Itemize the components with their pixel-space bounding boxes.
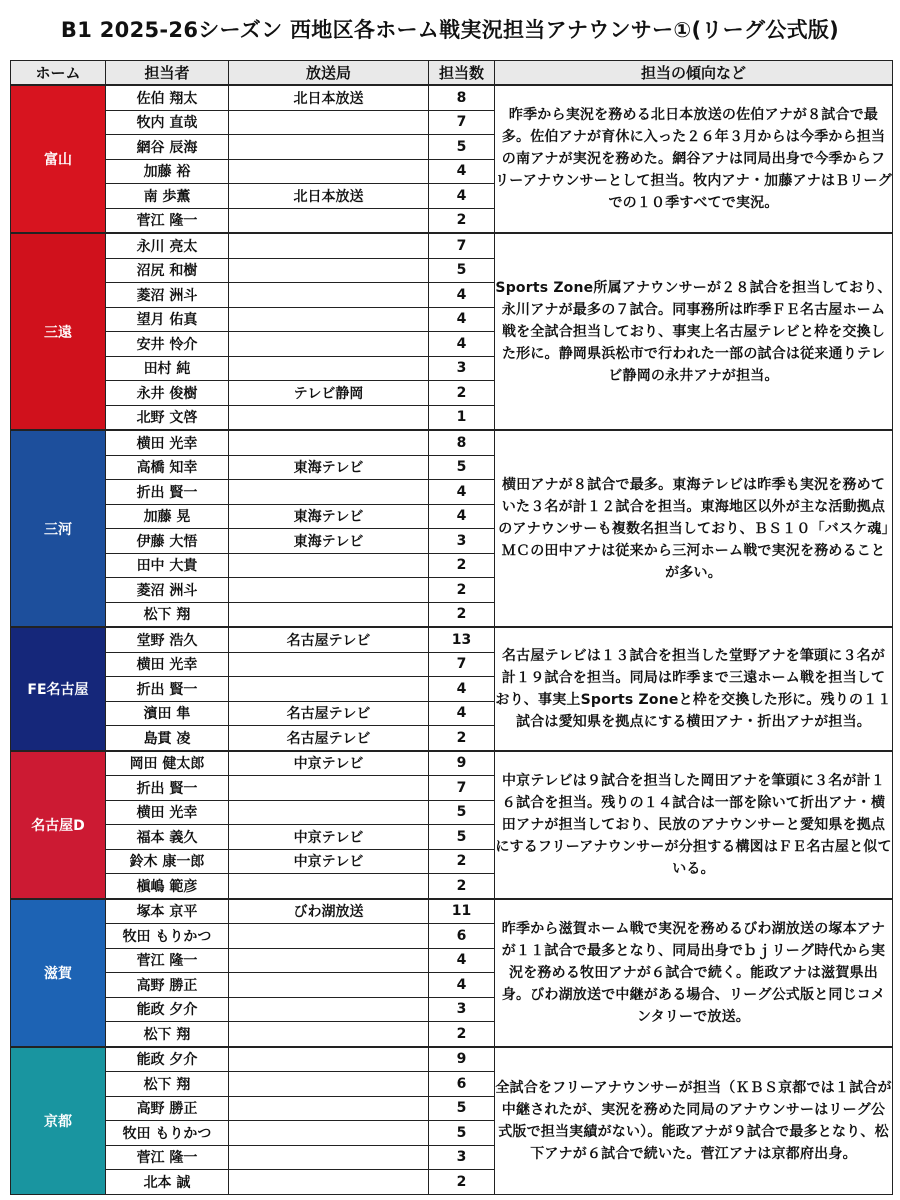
notes-cell: 名古屋テレビは１３試合を担当した堂野アナを筆頭に３名が計１９試合を担当。同局は昨季まで三遠ホーム戦を担当しており、事実上Sports Zoneと枠を交換した形に。残りの１１試合は愛知県を拠点にする横田アナ・折出アナが担当。 bbox=[495, 627, 893, 751]
home-team-cell: 京都 bbox=[11, 1047, 106, 1195]
notes-cell: Sports Zone所属アナウンサーが２８試合を担当しており、永川アナが最多の７試合。同事務所は昨季ＦＥ名古屋ホーム戦を全試合担当しており、事実上名古屋テレビと枠を交換した形に。静岡県浜松市で行われた一部の試合は従来通りテレビ静岡の永井アナが担当。 bbox=[495, 233, 893, 430]
count-cell: 5 bbox=[429, 1121, 495, 1146]
announcer-name-cell: 安井 怜介 bbox=[106, 332, 229, 357]
count-cell: 9 bbox=[429, 751, 495, 776]
station-cell bbox=[229, 578, 429, 603]
station-cell bbox=[229, 1047, 429, 1072]
count-cell: 11 bbox=[429, 899, 495, 924]
announcer-name-cell: 北本 誠 bbox=[106, 1170, 229, 1195]
announcer-table bbox=[10, 60, 893, 1195]
notes-cell: 横田アナが８試合で最多。東海テレビは昨季も実況を務めていた３名が計１２試合を担当。東海地区以外が主な活動拠点のアナウンサーも複数名担当しており、ＢＳ１０「バスケ魂」ＭＣの田中アナは従来から三河ホーム戦で実況を務めることが多い。 bbox=[495, 430, 893, 627]
count-cell: 5 bbox=[429, 800, 495, 825]
station-cell: 中京テレビ bbox=[229, 825, 429, 850]
station-cell: 名古屋テレビ bbox=[229, 627, 429, 652]
announcer-name-cell: 菱沼 洲斗 bbox=[106, 578, 229, 603]
station-cell bbox=[229, 159, 429, 184]
announcer-name-cell: 牧田 もりかつ bbox=[106, 924, 229, 949]
station-cell bbox=[229, 1022, 429, 1047]
notes-cell: 昨季から実況を務める北日本放送の佐伯アナが８試合で最多。佐伯アナが育休に入った２６年３月からは今季から担当の南アナが実況を務めた。網谷アナは同局出身で今季からフリーアナウンサーとして担当。牧内アナ・加藤アナはＢリーグでの１０季すべてで実況。 bbox=[495, 85, 893, 233]
station-cell bbox=[229, 776, 429, 801]
header-home: ホーム bbox=[11, 61, 106, 86]
home-team-cell: 滋賀 bbox=[11, 899, 106, 1047]
count-cell: 4 bbox=[429, 480, 495, 505]
station-cell bbox=[229, 1072, 429, 1097]
station-cell bbox=[229, 480, 429, 505]
count-cell: 4 bbox=[429, 677, 495, 702]
announcer-name-cell: 田中 大貴 bbox=[106, 553, 229, 578]
count-cell: 7 bbox=[429, 776, 495, 801]
station-cell bbox=[229, 1145, 429, 1170]
announcer-name-cell: 田村 純 bbox=[106, 356, 229, 381]
station-cell: 東海テレビ bbox=[229, 504, 429, 529]
home-team-cell: FE名古屋 bbox=[11, 627, 106, 751]
station-cell bbox=[229, 332, 429, 357]
announcer-name-cell: 加藤 晃 bbox=[106, 504, 229, 529]
count-cell: 2 bbox=[429, 1170, 495, 1195]
announcer-name-cell: 槇嶋 範彦 bbox=[106, 874, 229, 899]
header-station: 放送局 bbox=[229, 61, 429, 86]
station-cell bbox=[229, 283, 429, 308]
station-cell bbox=[229, 135, 429, 160]
announcer-name-cell: 堂野 浩久 bbox=[106, 627, 229, 652]
announcer-name-cell: 高野 勝正 bbox=[106, 1096, 229, 1121]
table-row bbox=[11, 899, 893, 924]
count-cell: 8 bbox=[429, 85, 495, 110]
count-cell: 9 bbox=[429, 1047, 495, 1072]
station-cell bbox=[229, 948, 429, 973]
announcer-name-cell: 永川 亮太 bbox=[106, 233, 229, 258]
station-cell bbox=[229, 1121, 429, 1146]
station-cell bbox=[229, 258, 429, 283]
announcer-name-cell: 鈴木 康一郎 bbox=[106, 849, 229, 874]
count-cell: 5 bbox=[429, 455, 495, 480]
announcer-name-cell: 伊藤 大悟 bbox=[106, 529, 229, 554]
announcer-name-cell: 横田 光幸 bbox=[106, 430, 229, 455]
station-cell bbox=[229, 208, 429, 233]
station-cell: テレビ静岡 bbox=[229, 381, 429, 406]
station-cell bbox=[229, 997, 429, 1022]
announcer-name-cell: 沼尻 和樹 bbox=[106, 258, 229, 283]
count-cell: 2 bbox=[429, 381, 495, 406]
station-cell: 東海テレビ bbox=[229, 455, 429, 480]
announcer-name-cell: 折出 賢一 bbox=[106, 480, 229, 505]
count-cell: 13 bbox=[429, 627, 495, 652]
home-team-cell: 富山 bbox=[11, 85, 106, 233]
table-row bbox=[11, 233, 893, 258]
count-cell: 7 bbox=[429, 110, 495, 135]
announcer-name-cell: 永井 俊樹 bbox=[106, 381, 229, 406]
header-count: 担当数 bbox=[429, 61, 495, 86]
station-cell bbox=[229, 677, 429, 702]
announcer-name-cell: 菅江 隆一 bbox=[106, 208, 229, 233]
count-cell: 3 bbox=[429, 529, 495, 554]
count-cell: 4 bbox=[429, 159, 495, 184]
count-cell: 4 bbox=[429, 948, 495, 973]
count-cell: 1 bbox=[429, 405, 495, 430]
announcer-name-cell: 網谷 辰海 bbox=[106, 135, 229, 160]
count-cell: 2 bbox=[429, 553, 495, 578]
count-cell: 3 bbox=[429, 997, 495, 1022]
station-cell: 中京テレビ bbox=[229, 751, 429, 776]
count-cell: 2 bbox=[429, 726, 495, 751]
count-cell: 2 bbox=[429, 208, 495, 233]
announcer-name-cell: 菅江 隆一 bbox=[106, 948, 229, 973]
count-cell: 4 bbox=[429, 184, 495, 209]
station-cell: 北日本放送 bbox=[229, 184, 429, 209]
home-team-cell: 三河 bbox=[11, 430, 106, 627]
station-cell bbox=[229, 973, 429, 998]
count-cell: 4 bbox=[429, 332, 495, 357]
announcer-name-cell: 牧内 直哉 bbox=[106, 110, 229, 135]
count-cell: 4 bbox=[429, 307, 495, 332]
table-row bbox=[11, 430, 893, 455]
announcer-name-cell: 菱沼 洲斗 bbox=[106, 283, 229, 308]
announcer-name-cell: 高野 勝正 bbox=[106, 973, 229, 998]
station-cell bbox=[229, 924, 429, 949]
announcer-name-cell: 北野 文啓 bbox=[106, 405, 229, 430]
announcer-name-cell: 佐伯 翔太 bbox=[106, 85, 229, 110]
station-cell: 中京テレビ bbox=[229, 849, 429, 874]
announcer-name-cell: 福本 義久 bbox=[106, 825, 229, 850]
count-cell: 6 bbox=[429, 924, 495, 949]
header-announcer: 担当者 bbox=[106, 61, 229, 86]
count-cell: 5 bbox=[429, 825, 495, 850]
count-cell: 3 bbox=[429, 356, 495, 381]
announcer-name-cell: 松下 翔 bbox=[106, 1022, 229, 1047]
announcer-name-cell: 松下 翔 bbox=[106, 602, 229, 627]
announcer-name-cell: 能政 夕介 bbox=[106, 1047, 229, 1072]
count-cell: 2 bbox=[429, 602, 495, 627]
announcer-name-cell: 折出 賢一 bbox=[106, 677, 229, 702]
count-cell: 2 bbox=[429, 1022, 495, 1047]
station-cell bbox=[229, 110, 429, 135]
announcer-name-cell: 濱田 隼 bbox=[106, 701, 229, 726]
announcer-name-cell: 折出 賢一 bbox=[106, 776, 229, 801]
announcer-name-cell: 菅江 隆一 bbox=[106, 1145, 229, 1170]
count-cell: 4 bbox=[429, 504, 495, 529]
station-cell bbox=[229, 356, 429, 381]
header-notes: 担当の傾向など bbox=[495, 61, 893, 86]
count-cell: 4 bbox=[429, 283, 495, 308]
station-cell bbox=[229, 800, 429, 825]
station-cell: 名古屋テレビ bbox=[229, 701, 429, 726]
table-row bbox=[11, 751, 893, 776]
count-cell: 5 bbox=[429, 135, 495, 160]
count-cell: 7 bbox=[429, 652, 495, 677]
station-cell bbox=[229, 233, 429, 258]
announcer-name-cell: 能政 夕介 bbox=[106, 997, 229, 1022]
home-team-cell: 名古屋D bbox=[11, 751, 106, 899]
station-cell bbox=[229, 874, 429, 899]
count-cell: 2 bbox=[429, 578, 495, 603]
announcer-name-cell: 塚本 京平 bbox=[106, 899, 229, 924]
table-row bbox=[11, 85, 893, 110]
announcer-name-cell: 望月 佑真 bbox=[106, 307, 229, 332]
station-cell: 北日本放送 bbox=[229, 85, 429, 110]
notes-cell: 中京テレビは９試合を担当した岡田アナを筆頭に３名が計１６試合を担当。残りの１４試合は一部を除いて折出アナ・横田アナが担当しており、民放のアナウンサーと愛知県を拠点にするフリーアナウンサーが分担する構図はＦＥ名古屋と似ている。 bbox=[495, 751, 893, 899]
station-cell bbox=[229, 652, 429, 677]
announcer-name-cell: 横田 光幸 bbox=[106, 652, 229, 677]
count-cell: 5 bbox=[429, 258, 495, 283]
page-title: B1 2025-26シーズン 西地区各ホーム戦実況担当アナウンサー①(リーグ公式版) bbox=[60, 18, 840, 42]
count-cell: 4 bbox=[429, 973, 495, 998]
table-body bbox=[11, 85, 893, 1194]
count-cell: 8 bbox=[429, 430, 495, 455]
announcer-name-cell: 牧田 もりかつ bbox=[106, 1121, 229, 1146]
header-row bbox=[11, 61, 893, 86]
station-cell bbox=[229, 307, 429, 332]
announcer-name-cell: 横田 光幸 bbox=[106, 800, 229, 825]
announcer-name-cell: 岡田 健太郎 bbox=[106, 751, 229, 776]
station-cell bbox=[229, 405, 429, 430]
announcer-name-cell: 松下 翔 bbox=[106, 1072, 229, 1097]
count-cell: 6 bbox=[429, 1072, 495, 1097]
count-cell: 2 bbox=[429, 874, 495, 899]
station-cell: 名古屋テレビ bbox=[229, 726, 429, 751]
station-cell bbox=[229, 1170, 429, 1195]
table-row bbox=[11, 1047, 893, 1072]
station-cell: 東海テレビ bbox=[229, 529, 429, 554]
count-cell: 7 bbox=[429, 233, 495, 258]
announcer-name-cell: 加藤 裕 bbox=[106, 159, 229, 184]
notes-cell: 昨季から滋賀ホーム戦で実況を務めるびわ湖放送の塚本アナが１１試合で最多となり、同局出身でｂｊリーグ時代から実況を務める牧田アナが６試合で続く。能政アナは滋賀県出身。びわ湖放送で中継がある場合、リーグ公式版と同じコメンタリーで放送。 bbox=[495, 899, 893, 1047]
announcer-name-cell: 島貫 凌 bbox=[106, 726, 229, 751]
count-cell: 5 bbox=[429, 1096, 495, 1121]
count-cell: 3 bbox=[429, 1145, 495, 1170]
notes-cell: 全試合をフリーアナウンサーが担当（ＫＢＳ京都では１試合が中継されたが、実況を務めた同局のアナウンサーはリーグ公式版で担当実績がない）。能政アナが９試合で最多となり、松下アナが６試合で続いた。菅江アナは京都府出身。 bbox=[495, 1047, 893, 1195]
station-cell bbox=[229, 430, 429, 455]
station-cell: びわ湖放送 bbox=[229, 899, 429, 924]
announcer-name-cell: 南 歩薫 bbox=[106, 184, 229, 209]
announcer-name-cell: 高橋 知幸 bbox=[106, 455, 229, 480]
station-cell bbox=[229, 602, 429, 627]
station-cell bbox=[229, 1096, 429, 1121]
count-cell: 4 bbox=[429, 701, 495, 726]
table-row bbox=[11, 627, 893, 652]
station-cell bbox=[229, 553, 429, 578]
home-team-cell: 三遠 bbox=[11, 233, 106, 430]
count-cell: 2 bbox=[429, 849, 495, 874]
